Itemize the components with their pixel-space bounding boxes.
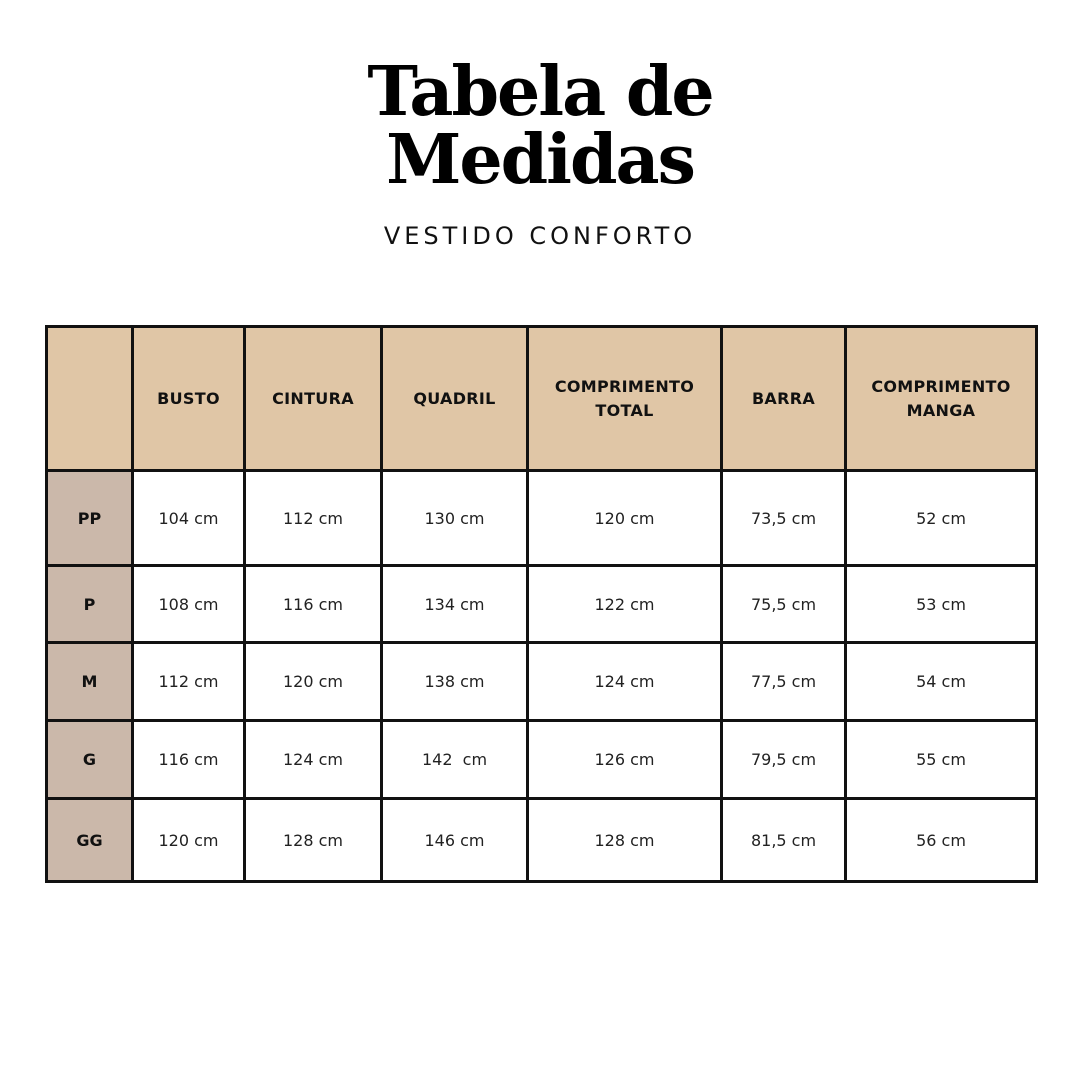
header-busto: BUSTO [133,327,245,471]
comprimento-total-value: 124 cm [528,643,722,721]
cintura-value: 128 cm [245,799,382,882]
quadril-value: 134 cm [382,566,528,643]
busto-value: 104 cm [133,471,245,566]
comprimento-total-value: 122 cm [528,566,722,643]
cintura-value: 116 cm [245,566,382,643]
comprimento-manga-value: 54 cm [846,643,1037,721]
quadril-value: 130 cm [382,471,528,566]
table-row [47,721,1037,799]
comprimento-total-value: 128 cm [528,799,722,882]
header-cintura: CINTURA [245,327,382,471]
header-quadril: QUADRIL [382,327,528,471]
cintura-value: 112 cm [245,471,382,566]
quadril-value: 138 cm [382,643,528,721]
page-subtitle: VESTIDO CONFORTO [383,222,697,250]
comprimento-manga-value: 52 cm [846,471,1037,566]
size-label: M [47,643,133,721]
table-row [47,799,1037,882]
barra-value: 77,5 cm [722,643,846,721]
header-corner-cell [47,327,133,471]
page-title-line-2: Medidas [386,120,694,200]
cintura-value: 120 cm [245,643,382,721]
quadril-value: 146 cm [382,799,528,882]
table-row [47,643,1037,721]
barra-value: 79,5 cm [722,721,846,799]
table-row [47,566,1037,643]
barra-value: 81,5 cm [722,799,846,882]
comprimento-manga-value: 53 cm [846,566,1037,643]
size-label: GG [47,799,133,882]
busto-value: 112 cm [133,643,245,721]
header-comprimento-total: COMPRIMENTO TOTAL [528,327,722,471]
comprimento-total-value: 120 cm [528,471,722,566]
busto-value: 108 cm [133,566,245,643]
size-label: P [47,566,133,643]
quadril-value: 142 cm [382,721,528,799]
busto-value: 120 cm [133,799,245,882]
busto-value: 116 cm [133,721,245,799]
size-label: PP [47,471,133,566]
barra-value: 75,5 cm [722,566,846,643]
cintura-value: 124 cm [245,721,382,799]
size-chart-table [45,325,1038,883]
comprimento-manga-value: 56 cm [846,799,1037,882]
table-row [47,471,1037,566]
size-label: G [47,721,133,799]
page-title-line-1: Tabela de [367,52,713,132]
table-header-row [47,327,1037,471]
barra-value: 73,5 cm [722,471,846,566]
header-comprimento-manga: COMPRIMENTO MANGA [846,327,1037,471]
comprimento-manga-value: 55 cm [846,721,1037,799]
comprimento-total-value: 126 cm [528,721,722,799]
header-barra: BARRA [722,327,846,471]
